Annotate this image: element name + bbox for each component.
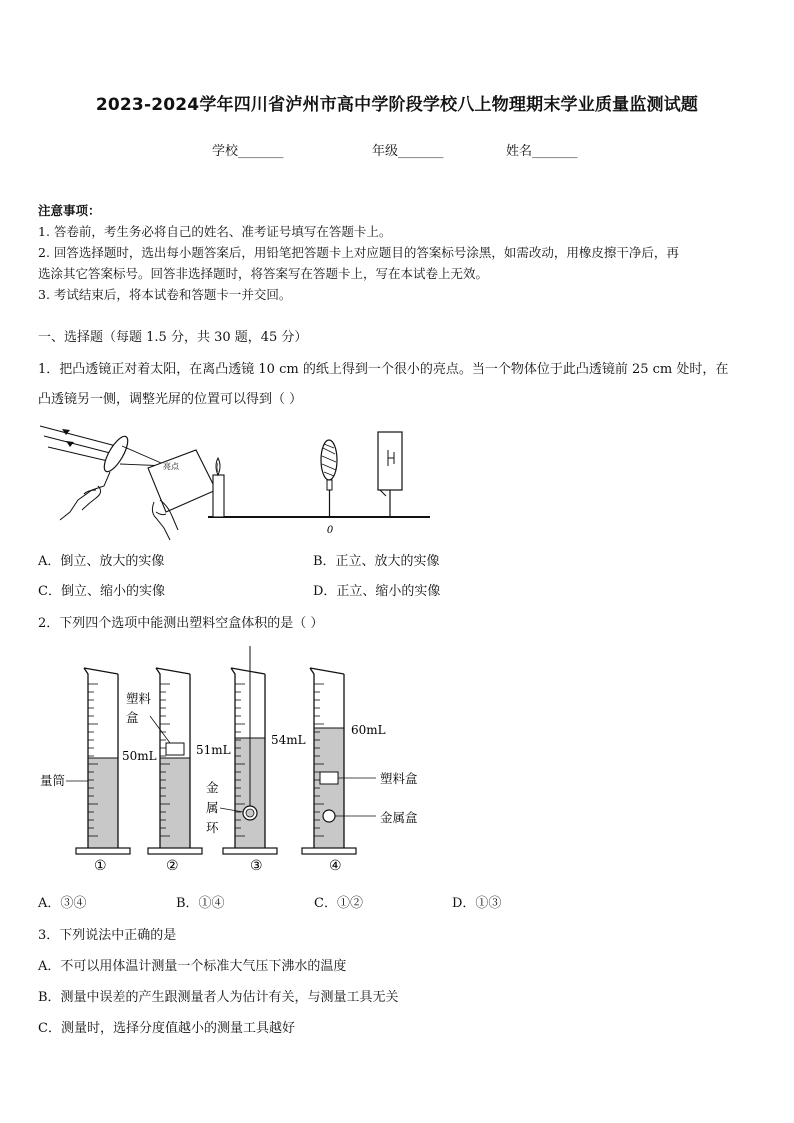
note-item: 3. 考试结束后，将本试卷和答题卡一并交回。 (38, 287, 292, 302)
q1-figure (38, 420, 438, 542)
paper-sheet (148, 450, 216, 512)
metal-box-label: 金属盒 (380, 810, 418, 825)
q2-figure (38, 640, 458, 880)
q1-option-a[interactable]: A．倒立、放大的实像 (38, 554, 165, 569)
plastic-box-label: 盒 (126, 710, 139, 725)
q2-option-a[interactable]: A．③④ (38, 896, 87, 911)
cylinder-number-2: ② (166, 858, 179, 874)
cylinder-number-1: ① (94, 858, 107, 874)
note-item: 1. 答卷前，考生务必将自己的姓名、准考证号填写在答题卡上。 (38, 224, 392, 239)
reading-60ml: 60mL (351, 723, 386, 737)
grade-field: 年级_______ (372, 144, 444, 159)
q1-stem-line2: 凸透镜另一侧，调整光屏的位置可以得到（ ） (38, 392, 303, 407)
q1-option-b[interactable]: B．正立、放大的实像 (313, 554, 440, 569)
q3-option-a[interactable]: A．不可以用体温计测量一个标准大气压下沸水的温度 (38, 959, 347, 974)
q1-option-d[interactable]: D．正立、缩小的实像 (313, 584, 441, 599)
plastic-box-label: 塑料 (126, 691, 152, 706)
cylinder-4 (302, 668, 356, 854)
screen-icon (378, 432, 402, 490)
name-field: 姓名_______ (506, 144, 578, 159)
q3-option-b[interactable]: B．测量中误差的产生跟测量者人为估计有关，与测量工具无关 (38, 990, 399, 1005)
metal-ring-label: 属 (206, 800, 219, 815)
notes-heading: 注意事项： (38, 203, 101, 218)
note-item: 选涂其它答案标号。回答非选择题时，将答案写在答题卡上，写在本试卷上无效。 (38, 266, 489, 281)
reading-51ml: 51mL (196, 743, 231, 757)
q1-option-c[interactable]: C．倒立、缩小的实像 (38, 584, 165, 599)
cylinder-label: 量筒 (40, 773, 66, 788)
origin-label: 0 (326, 525, 334, 536)
q3-stem: 3．下列说法中正确的是 (38, 928, 177, 943)
q2-option-c[interactable]: C．①② (314, 896, 363, 911)
q2-option-d[interactable]: D．①③ (452, 896, 502, 911)
cylinder-3 (223, 646, 277, 854)
bright-spot-label: 亮点 (163, 462, 179, 471)
exam-title: 2023-2024学年四川省泸州市高中学阶段学校八上物理期末学业质量监测试题 (95, 95, 699, 115)
school-field: 学校_______ (212, 144, 284, 159)
section-heading: 一、选择题（每题 1.5 分，共 30 题，45 分） (38, 330, 308, 345)
q2-stem: 2．下列四个选项中能测出塑料空盒体积的是（ ） (38, 616, 324, 631)
lens-icon (100, 433, 132, 475)
reading-54ml: 54mL (271, 733, 306, 747)
cylinder-number-3: ③ (250, 858, 263, 874)
notes-block (38, 200, 679, 305)
q1-stem-line1: 1．把凸透镜正对着太阳，在离凸透镜 10 cm 的纸上得到一个很小的亮点。当一个物体位于此凸透镜前 25 cm 处时，在 (38, 362, 729, 377)
metal-ring-label: 环 (206, 820, 219, 835)
metal-ring-label: 金 (206, 780, 219, 795)
cylinder-number-4: ④ (329, 858, 342, 874)
plastic-box-label-4: 塑料盒 (380, 771, 418, 786)
q2-option-b[interactable]: B．①④ (176, 896, 225, 911)
candle-icon (213, 475, 224, 517)
q3-option-c[interactable]: C．测量时，选择分度值越小的测量工具越好 (38, 1021, 295, 1036)
reading-50ml: 50mL (122, 749, 157, 763)
note-item: 2. 回答选择题时，选出每小题答案后，用铅笔把答题卡上对应题目的答案标号涂黑，如需改动，用橡皮擦干净后，再 (38, 245, 679, 260)
